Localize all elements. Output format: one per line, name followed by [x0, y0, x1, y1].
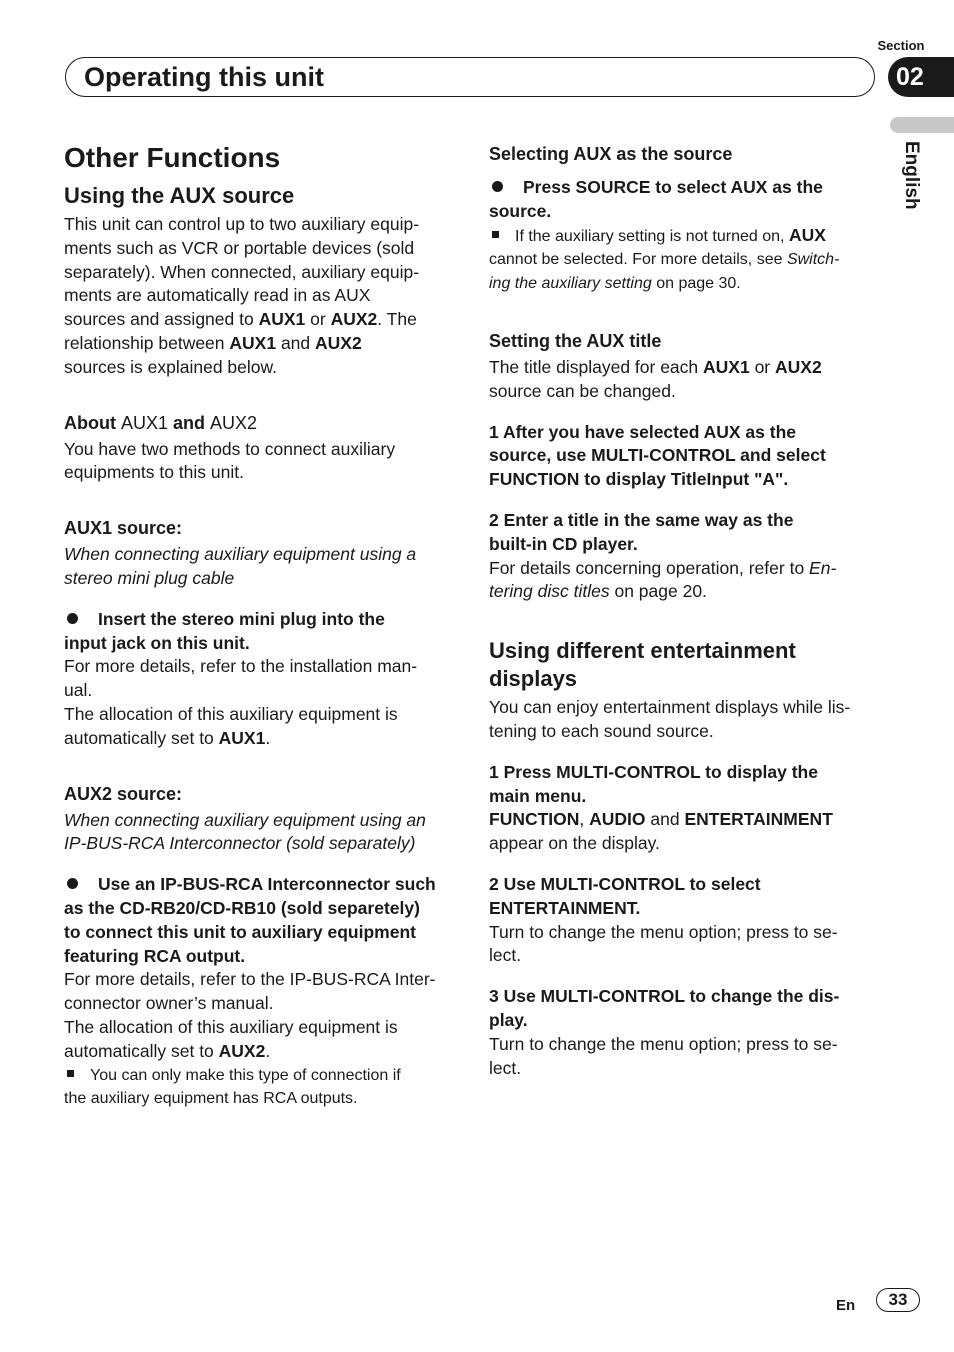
- aux1-description: When connecting auxiliary equipment using a stereo mini plug cable: [64, 544, 417, 588]
- aux2-heading: AUX2 source:: [64, 783, 183, 804]
- subsection-heading: Using the AUX source: [64, 183, 295, 208]
- entertainment-step-3: 3 Use MULTI-CONTROL to change the dis- play.: [489, 986, 840, 1030]
- left-column: [64, 140, 454, 1111]
- footer-language: En: [836, 1297, 856, 1314]
- page-number: 33: [876, 1288, 920, 1312]
- intro-paragraph: This unit can control up to two auxiliary equip- ments such as VCR or portable devices (sold separately). When connected, auxiliary equip- ments are automatically read in as AUX sources and assigned to AUX1 or AUX2. The relationship between AUX1 and AUX2 sources is explained below.: [64, 214, 420, 377]
- note-square-icon: [67, 1070, 74, 1077]
- entertainment-heading: Using different entertainment displays: [489, 638, 796, 692]
- about-text: You have two methods to connect auxiliary equipments to this unit.: [64, 438, 396, 483]
- aux2-description: When connecting auxiliary equipment using an IP-BUS-RCA Interconnector (sold separately): [64, 809, 426, 854]
- page-title: Operating this unit: [84, 62, 324, 92]
- aux2-note: You can only make this type of connection if the auxiliary equipment has RCA outputs.: [64, 1066, 401, 1108]
- bullet-icon: [492, 181, 503, 192]
- aux2-step: Use an IP-BUS-RCA Interconnector such as the CD-RB20/CD-RB10 (sold separetely) to connect this unit to auxiliary equipment featuring RCA output.: [64, 874, 436, 966]
- bullet-icon: [67, 878, 78, 889]
- entertainment-step-2: 2 Use MULTI-CONTROL to select ENTERTAINMENT.: [489, 873, 761, 918]
- aux1-heading: AUX1 source:: [64, 518, 183, 539]
- aux2-text: For more details, refer to the IP-BUS-RCA Inter- connector owner’s manual. The allocation of this auxiliary equipment is automatically set to AUX2.: [64, 969, 436, 1061]
- language-tab: [896, 141, 924, 221]
- aux-title-step-2: 2 Enter a title in the same way as the built-in CD player.: [489, 509, 794, 554]
- language-tab-bar: [890, 117, 954, 133]
- aux-title-step-2-text: For details concerning operation, refer to En- tering disc titles on page 20.: [489, 557, 837, 602]
- aux-title-step-1: 1 After you have selected AUX as the source, use MULTI-CONTROL and select FUNCTION to display TitleInput "A".: [489, 421, 826, 490]
- entertainment-intro: You can enjoy entertainment displays while lis- tening to each sound source.: [489, 697, 851, 741]
- selecting-aux-heading: Selecting AUX as the source: [489, 144, 733, 164]
- right-column: [489, 142, 879, 1080]
- about-heading: About AUX1 and AUX2: [64, 412, 258, 433]
- selecting-aux-step: Press SOURCE to select AUX as the source.: [489, 177, 823, 221]
- aux1-step: Insert the stereo mini plug into the input jack on this unit.: [64, 608, 385, 653]
- aux-title-text: The title displayed for each AUX1 or AUX2 source can be changed.: [489, 356, 822, 401]
- selecting-aux-note: If the auxiliary setting is not turned on, AUX cannot be selected. For more details, see Switch- ing the auxiliary setting on page 30.: [489, 224, 840, 293]
- aux1-text: For more details, refer to the installation man- ual. The allocation of this auxiliary equipment is automatically set to AUX1.: [64, 656, 418, 748]
- entertainment-step-2-text: Turn to change the menu option; press to se- lect.: [489, 921, 838, 966]
- language-tab-label: English: [901, 141, 922, 210]
- aux-title-heading: Setting the AUX title: [489, 330, 662, 351]
- note-square-icon: [492, 231, 499, 238]
- section-heading: Other Functions: [64, 142, 281, 173]
- entertainment-step-3-text: Turn to change the menu option; press to se- lect.: [489, 1033, 838, 1078]
- bullet-icon: [67, 613, 78, 624]
- entertainment-step-1-text: FUNCTION, AUDIO and ENTERTAINMENT appear on the display.: [489, 809, 833, 854]
- section-number-badge: 02: [888, 57, 954, 97]
- entertainment-step-1: 1 Press MULTI-CONTROL to display the main menu.: [489, 761, 818, 806]
- section-label: Section: [877, 38, 925, 53]
